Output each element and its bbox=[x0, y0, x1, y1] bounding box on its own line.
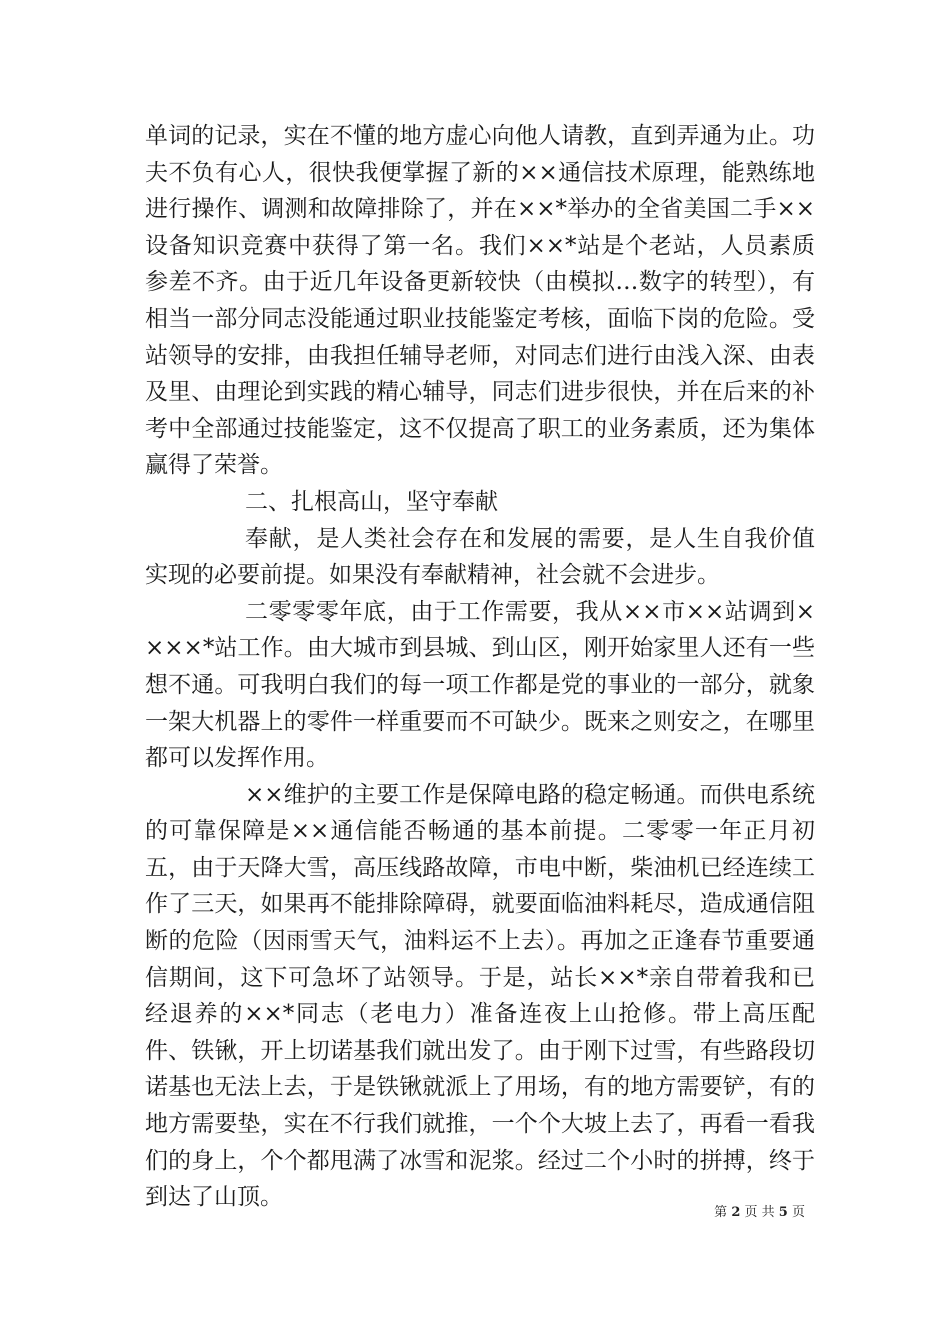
footer-total-pages: 5 bbox=[778, 1205, 788, 1220]
footer-prefix: 第 bbox=[714, 1205, 728, 1220]
footer-page-number: 2 bbox=[731, 1205, 741, 1220]
footer-suffix: 页 bbox=[791, 1205, 805, 1220]
body-paragraph-2: 奉献，是人类社会存在和发展的需要，是人生自我价值实现的必要前提。如果没有奉献精神，社会就不会进步。 bbox=[145, 525, 815, 589]
page-footer bbox=[714, 1205, 805, 1221]
body-paragraph-3: 二零零零年底，由于工作需要，我从××市××站调到××××*站工作。由大城市到县城、到山区，刚开始家里人还有一些想不通。可我明白我们的每一项工作都是党的事业的一部分，就象一架大机器上的零件一样重要而不可缺少。既来之则安之，在哪里都可以发挥作用。 bbox=[145, 598, 815, 772]
body-paragraph-4: ××维护的主要工作是保障电路的稳定畅通。而供电系统的可靠保障是××通信能否畅通的基本前提。二零零一年正月初五，由于天降大雪，高压线路故障，市电中断，柴油机已经连续工作了三天，如果再不能排除障碍，就要面临油料耗尽，造成通信阻断的危险（因雨雪天气，油料运不上去）。再加之正逢春节重要通信期间，这下可急坏了站领导。于是，站长××*亲自带着我和已经退养的××*同志（老电力）准备连夜上山抢修。带上高压配件、铁锹，开上切诺基我们就出发了。由于刚下过雪，有些路段切诺基也无法上去，于是铁锹就派上了用场，有的地方需要铲，有的地方需要垫，实在不行我们就推，一个个大坡上去了，再看一看我们的身上，个个都甩满了冰雪和泥浆。经过二个小时的拼搏，终于到达了山顶。 bbox=[145, 781, 815, 1211]
footer-middle: 页 共 bbox=[744, 1205, 775, 1220]
body-paragraph-1: 单词的记录，实在不懂的地方虚心向他人请教，直到弄通为止。功夫不负有心人，很快我便掌握了新的××通信技术原理，能熟练地进行操作、调测和故障排除了，并在××*举办的全省美国二手××设备知识竞赛中获得了第一名。我们××*站是个老站，人员素质参差不齐。由于近几年设备更新较快（由模拟…数字的转型），有相当一部分同志没能通过职业技能鉴定考核，面临下岗的危险。受站领导的安排，由我担任辅导老师，对同志们进行由浅入深、由表及里、由理论到实践的精心辅导，同志们进步很快，并在后来的补考中全部通过技能鉴定，这不仅提高了职工的业务素质，还为集体赢得了荣誉。 bbox=[145, 123, 815, 479]
section-heading: 二、扎根高山，坚守奉献 bbox=[245, 488, 498, 515]
document-page bbox=[145, 118, 815, 1216]
